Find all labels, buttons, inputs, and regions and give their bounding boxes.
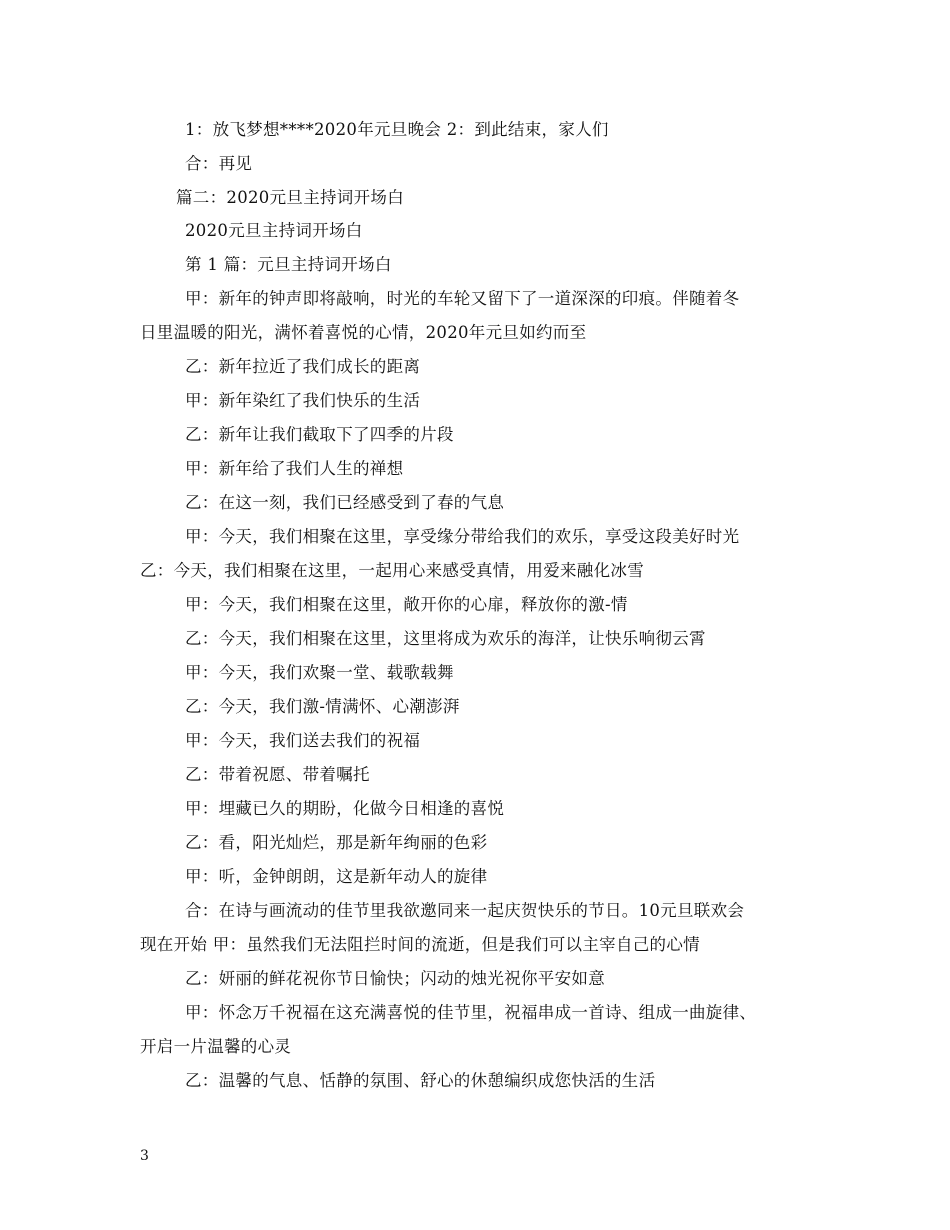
text-line: 甲：新年染红了我们快乐的生活 <box>185 391 421 410</box>
text-line: 合：在诗与画流动的佳节里我欲邀同来一起庆贺快乐的节日。10元旦联欢会 <box>185 901 745 920</box>
text-line: 现在开始 甲：虽然我们无法阻拦时间的流逝，但是我们可以主宰自己的心情 <box>140 935 700 954</box>
text-line: 乙：带着祝愿、带着嘱托 <box>185 765 370 784</box>
text-line: 甲：新年给了我们人生的禅想 <box>185 459 404 478</box>
text-line: 乙：妍丽的鲜花祝你节日愉快；闪动的烛光祝你平安如意 <box>185 969 605 988</box>
text-line: 甲：今天，我们送去我们的祝福 <box>185 731 421 750</box>
text-line: 甲：埋藏已久的期盼，化做今日相逢的喜悦 <box>185 799 505 818</box>
text-line: 1：放飞梦想****2020年元旦晚会 2：到此结束，家人们 <box>185 120 609 139</box>
text-line: 甲：今天，我们欢聚一堂、载歌载舞 <box>185 663 454 682</box>
text-line: 甲：今天，我们相聚在这里，享受缘分带给我们的欢乐，享受这段美好时光 <box>185 527 740 546</box>
page-number: 3 <box>140 1148 149 1164</box>
section-heading: 篇二：2020元旦主持词开场白 <box>176 188 404 207</box>
text-line: 日里温暖的阳光，满怀着喜悦的心情，2020年元旦如约而至 <box>140 323 587 342</box>
text-line: 开启一片温馨的心灵 <box>140 1037 292 1056</box>
text-line: 乙：看，阳光灿烂，那是新年绚丽的色彩 <box>185 833 488 852</box>
text-line: 合：再见 <box>185 154 253 173</box>
text-line: 甲：听，金钟朗朗，这是新年动人的旋律 <box>185 867 488 886</box>
text-line: 乙：新年让我们截取下了四季的片段 <box>185 425 454 444</box>
text-line: 乙：今天，我们激-情满怀、心潮澎湃 <box>185 697 460 716</box>
text-line: 乙：在这一刻，我们已经感受到了春的气息 <box>185 493 505 512</box>
text-line: 乙：今天，我们相聚在这里，一起用心来感受真情，用爱来融化冰雪 <box>140 561 644 580</box>
section-subheading: 2020元旦主持词开场白 <box>185 221 363 240</box>
text-line: 乙：温馨的气息、恬静的氛围、舒心的休憩编织成您快活的生活 <box>185 1071 656 1090</box>
section-subheading: 第 1 篇：元旦主持词开场白 <box>185 255 392 274</box>
text-line: 乙：新年拉近了我们成长的距离 <box>185 357 421 376</box>
text-line: 甲：今天，我们相聚在这里，敞开你的心扉，释放你的激-情 <box>185 595 628 614</box>
text-line: 甲：新年的钟声即将敲响，时光的车轮又留下了一道深深的印痕。伴随着冬 <box>185 289 740 308</box>
text-line: 乙：今天，我们相聚在这里，这里将成为欢乐的海洋，让快乐响彻云霄 <box>185 629 706 648</box>
text-line: 甲：怀念万千祝福在这充满喜悦的佳节里，祝福串成一首诗、组成一曲旋律、 <box>185 1003 757 1022</box>
